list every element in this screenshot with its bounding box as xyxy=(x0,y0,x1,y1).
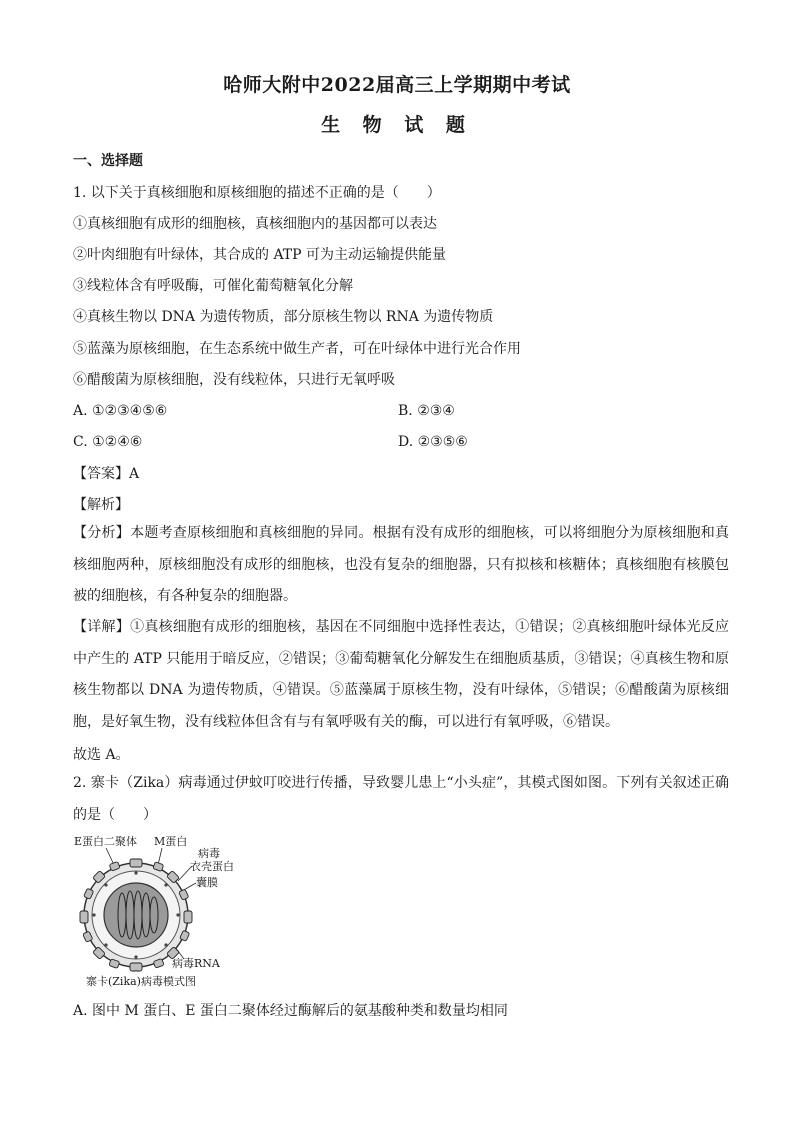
q1-answer: 【答案】A xyxy=(73,466,140,482)
q2-stem: 2. 寨卡（Zika）病毒通过伊蚊叮咬进行传播，导致婴儿患上“小头症”，其模式图如图。下列有关叙述正确的是（ ） xyxy=(73,775,729,823)
label-m-protein: M蛋白 xyxy=(154,835,188,848)
q1-item-2: ②叶肉细胞有叶绿体，其合成的 ATP 可为主动运输提供能量 xyxy=(73,247,447,263)
label-capsid-1: 病毒 xyxy=(198,847,220,860)
q2-option-a: A. 图中 M 蛋白、E 蛋白二聚体经过酶解后的氨基酸种类和数量均相同 xyxy=(73,1003,508,1019)
label-envelope: 囊膜 xyxy=(196,876,218,889)
label-rna: 病毒RNA xyxy=(172,957,220,970)
q1-item-6: ⑥醋酸菌为原核细胞，没有线粒体，只进行无氧呼吸 xyxy=(73,372,395,388)
q1-analysis: 【分析】本题考查原核细胞和真核细胞的异同。根据有没有成形的细胞核，可以将细胞分为原核细胞和真核细胞两种，原核细胞没有成形的细胞核，也没有复杂的细胞器，只有拟核和核糖体；真核细胞有核膜包被的细胞核，有各种复杂的细胞器。 xyxy=(73,525,729,604)
q1-analysis-label: 【解析】 xyxy=(73,497,129,513)
q1-option-d: D. ②③⑤⑥ xyxy=(398,434,468,450)
section-heading: 一、选择题 xyxy=(73,153,143,169)
q1-detail: 【详解】①真核细胞有成形的细胞核，基因在不同细胞中选择性表达，①错误；②真核细胞叶绿体光反应中产生的 ATP 只能用于暗反应，②错误；③葡萄糖氧化分解发生在细胞质基质，③错误；④真核生物和原核生物都以 DNA 为遗传物质，④错误。⑤蓝藻属于原核生物，没有叶绿体，⑤错误；⑥醋酸菌为原核细胞，是好氧生物，没有线粒体但含有与有氧呼吸有关的酶，可以进行有氧呼吸，⑥错误。 xyxy=(73,619,729,730)
exam-title: 哈师大附中2022届高三上学期期中考试 xyxy=(223,74,571,96)
q1-option-a: A. ①②③④⑤⑥ xyxy=(73,403,168,419)
q1-item-3: ③线粒体含有呼吸酶，可催化葡萄糖氧化分解 xyxy=(73,278,353,294)
q1-stem: 1. 以下关于真核细胞和原核细胞的描述不正确的是（ ） xyxy=(73,185,441,201)
figure-caption: 寨卡(Zika)病毒模式图 xyxy=(86,975,196,988)
q1-conclusion: 故选 A。 xyxy=(73,747,130,763)
zika-virus-figure xyxy=(66,833,256,993)
label-e-dimer: E蛋白二聚体 xyxy=(74,835,138,848)
q1-option-b: B. ②③④ xyxy=(398,403,455,419)
q1-item-4: ④真核生物以 DNA 为遗传物质，部分原核生物以 RNA 为遗传物质 xyxy=(73,309,494,325)
q1-option-c: C. ①②④⑥ xyxy=(73,434,143,450)
q1-item-1: ①真核细胞有成形的细胞核，真核细胞内的基因都可以表达 xyxy=(73,216,437,232)
zika-virus-diagram xyxy=(66,833,256,993)
subject-title: 生 物 试 题 xyxy=(321,114,473,136)
q1-item-5: ⑤蓝藻为原核细胞，在生态系统中做生产者，可在叶绿体中进行光合作用 xyxy=(73,341,521,357)
label-capsid-2: 衣壳蛋白 xyxy=(190,860,234,873)
